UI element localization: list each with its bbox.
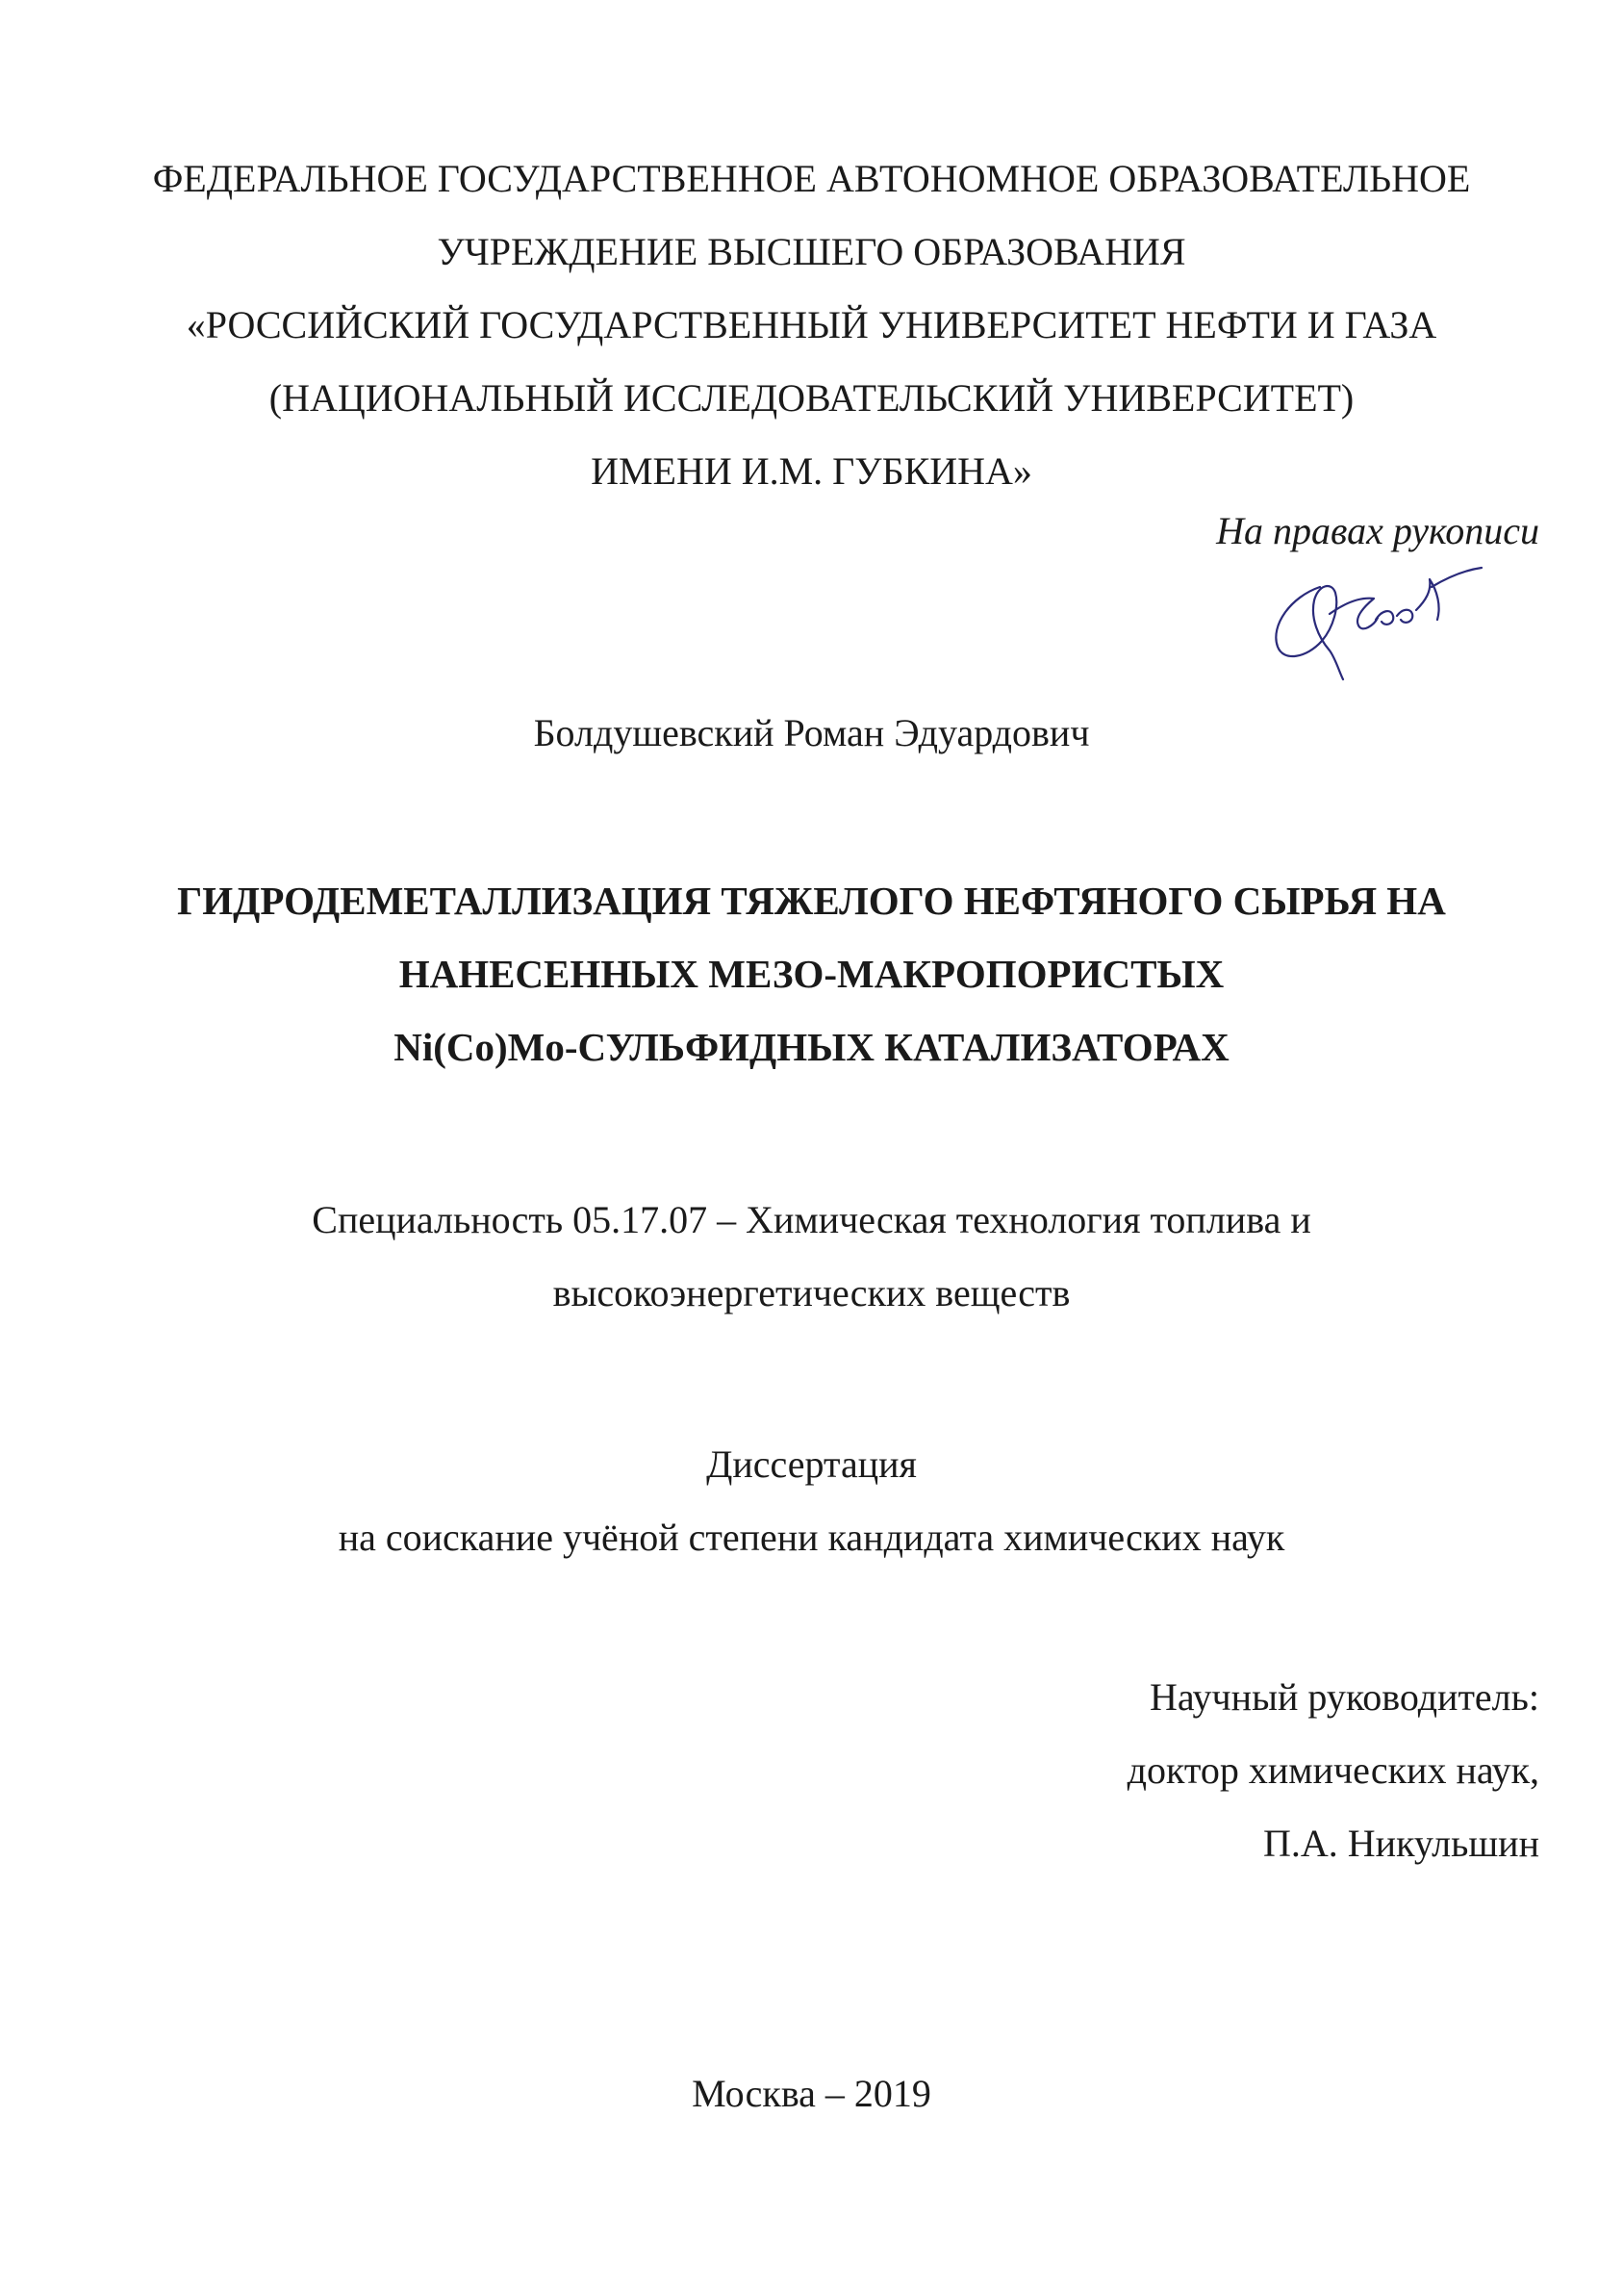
organization-line: УЧРЕЖДЕНИЕ ВЫСШЕГО ОБРАЗОВАНИЯ: [437, 230, 1186, 273]
specialty-line: высокоэнергетических веществ: [552, 1271, 1071, 1314]
title-line: ГИДРОДЕМЕТАЛЛИЗАЦИЯ ТЯЖЕЛОГО НЕФТЯНОГО СЫРЬЯ НА: [177, 879, 1446, 923]
supervisor-line: Научный руководитель:: [1149, 1675, 1539, 1719]
dissertation-line: на соискание учёной степени кандидата химических наук: [338, 1516, 1285, 1559]
supervisor-block: [1128, 1661, 1539, 1880]
supervisor-line: П.А. Никульшин: [1263, 1822, 1539, 1865]
organization-line: «РОССИЙСКИЙ ГОСУДАРСТВЕННЫЙ УНИВЕРСИТЕТ НЕФТИ И ГАЗА: [186, 303, 1437, 346]
author-name: Болдушевский Роман Эдуардович: [533, 711, 1090, 754]
organization-line: ФЕДЕРАЛЬНОЕ ГОСУДАРСТВЕННОЕ АВТОНОМНОЕ ОБРАЗОВАТЕЛЬНОЕ: [152, 157, 1471, 200]
title-line: Ni(Co)Mo-СУЛЬФИДНЫХ КАТАЛИЗАТОРАХ: [393, 1025, 1230, 1069]
organization-line: ИМЕНИ И.М. ГУБКИНА»: [591, 449, 1032, 493]
city-year: Москва – 2019: [692, 2072, 931, 2115]
organization-header: [0, 142, 1623, 508]
manuscript-note: На правах рукописи: [1216, 509, 1539, 552]
supervisor-line: доктор химических наук,: [1127, 1748, 1539, 1792]
dissertation-line: Диссертация: [706, 1442, 917, 1486]
dissertation-title: [0, 864, 1623, 1084]
signature-icon: [1262, 558, 1493, 683]
specialty: [0, 1184, 1623, 1330]
specialty-line: Специальность 05.17.07 – Химическая технология топлива и: [312, 1198, 1311, 1241]
dissertation-type: [0, 1428, 1623, 1574]
title-line: НАНЕСЕННЫХ МЕЗО-МАКРОПОРИСТЫХ: [398, 952, 1225, 996]
organization-line: (НАЦИОНАЛЬНЫЙ ИССЛЕДОВАТЕЛЬСКИЙ УНИВЕРСИТЕТ): [268, 376, 1355, 420]
